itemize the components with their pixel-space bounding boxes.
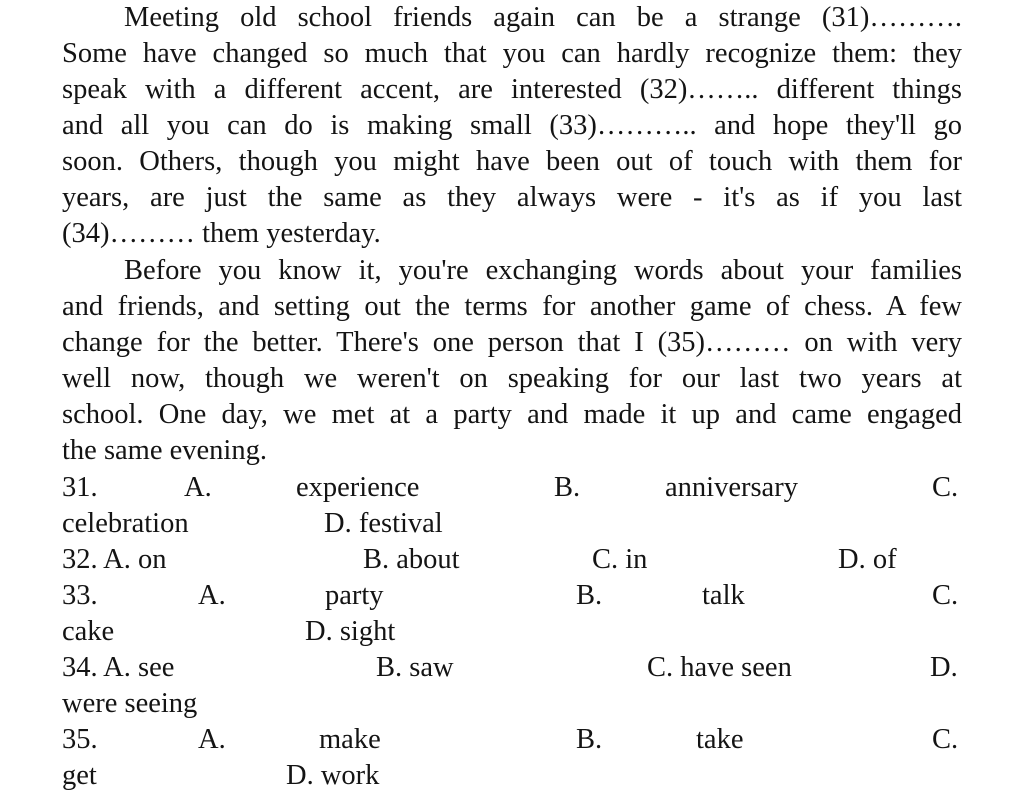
option-letter: C.: [932, 580, 959, 611]
question-31-cont: [62, 506, 962, 542]
passage-line: the same evening.: [62, 435, 267, 466]
option-a: experience: [296, 472, 420, 503]
passage-line: and all you can do is making small (33)……….. and hope they'll go: [62, 110, 962, 141]
question-31: [62, 470, 962, 506]
passage-line: Meeting old school friends again can be a strange (31)……….: [124, 2, 962, 33]
option-a: 34. A. see: [62, 652, 175, 683]
option-letter: B.: [554, 472, 581, 503]
option-d: D. festival: [324, 508, 443, 539]
option-a: party: [325, 580, 384, 611]
passage-line: Before you know it, you're exchanging words about your families: [124, 255, 962, 286]
passage-line: and friends, and setting out the terms for another game of chess. A few: [62, 291, 962, 322]
option-c: get: [62, 760, 97, 791]
option-letter: A.: [184, 472, 212, 503]
passage-line: well now, though we weren't on speaking for our last two years at: [62, 363, 962, 394]
question-number: 31.: [62, 472, 98, 503]
option-b: B. saw: [376, 652, 454, 683]
passage-line: speak with a different accent, are interested (32)…….. different things: [62, 74, 962, 105]
option-b: B. about: [363, 544, 460, 575]
option-c: C. in: [592, 544, 648, 575]
option-letter: B.: [576, 724, 603, 755]
option-a: 32. A. on: [62, 544, 167, 575]
option-a: make: [319, 724, 381, 755]
option-c: celebration: [62, 508, 189, 539]
option-d: were seeing: [62, 688, 198, 719]
option-letter: C.: [932, 472, 959, 503]
option-d: D. work: [286, 760, 380, 791]
option-letter: C.: [932, 724, 959, 755]
passage-line: years, are just the same as they always were - it's as if you last: [62, 182, 962, 213]
option-b: take: [696, 724, 744, 755]
question-number: 33.: [62, 580, 98, 611]
question-number: 35.: [62, 724, 98, 755]
question-33-cont: [62, 614, 962, 650]
option-letter: A.: [198, 580, 226, 611]
passage-line: Some have changed so much that you can hardly recognize them: they: [62, 38, 962, 69]
passage-line: (34)……… them yesterday.: [62, 218, 381, 249]
question-33: [62, 578, 962, 614]
option-letter: D.: [930, 652, 958, 683]
passage-line: school. One day, we met at a party and made it up and came engaged: [62, 399, 962, 430]
option-b: anniversary: [665, 472, 798, 503]
option-letter: B.: [576, 580, 603, 611]
option-letter: A.: [198, 724, 226, 755]
option-d: D. sight: [305, 616, 396, 647]
question-35: [62, 722, 962, 758]
question-35-cont: [62, 758, 962, 794]
question-32: [62, 542, 962, 578]
passage-line: change for the better. There's one person that I (35)……… on with very: [62, 327, 962, 358]
question-34-cont: [62, 686, 962, 722]
passage-line: soon. Others, though you might have been out of touch with them for: [62, 146, 962, 177]
option-b: talk: [702, 580, 745, 611]
question-34: [62, 650, 962, 686]
option-c: C. have seen: [647, 652, 792, 683]
option-d: D. of: [838, 544, 897, 575]
option-c: cake: [62, 616, 115, 647]
